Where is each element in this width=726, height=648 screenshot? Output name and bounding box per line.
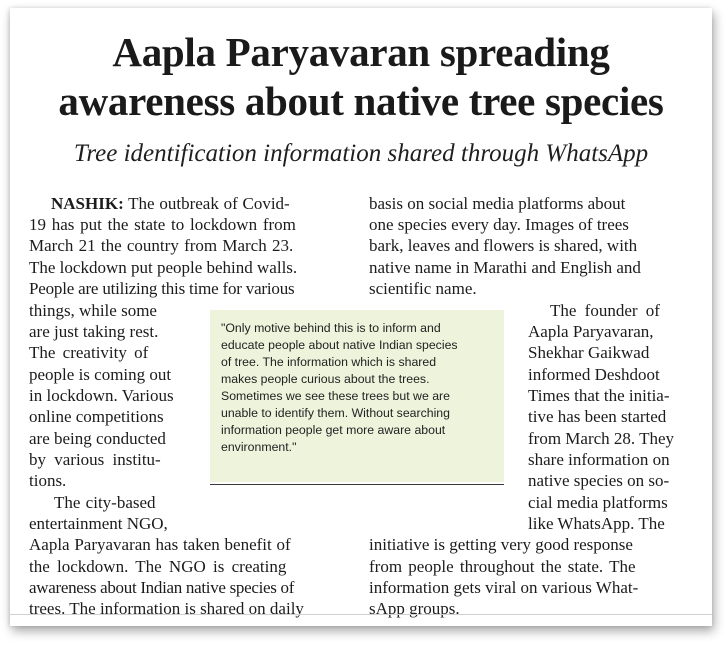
pull-quote-line: information people get more aware about (221, 423, 446, 437)
article-line: one species every day. Images of trees (369, 215, 629, 234)
pull-quote-line: unable to identify them. Without searching (221, 406, 450, 420)
pull-quote-line: environment." (221, 440, 297, 454)
article-line: The lockdown put people behind walls. (29, 258, 298, 277)
article-line: are being conducted (29, 429, 166, 448)
article-line: People are utilizing this time for various (29, 279, 295, 298)
article-line: like WhatsApp. The (528, 514, 665, 533)
article-line: from March 28. They (528, 429, 675, 448)
pull-quote-line: educate people about native Indian species (221, 338, 458, 352)
article-line: from people throughout the state. The (369, 557, 636, 576)
pull-quote-line: of tree. The information which is shared (221, 355, 437, 369)
article-line: initiative is getting very good response (369, 535, 633, 554)
article-line: are just taking rest. (29, 322, 159, 341)
article-line: Shekhar Gaikwad (528, 343, 650, 362)
article-line: awareness about Indian native species of (29, 578, 295, 597)
article-line: people is coming out (29, 365, 172, 384)
article-line: informed Deshdoot (528, 365, 660, 384)
article-line: The creativity of (29, 343, 149, 362)
article-line: NASHIK: The outbreak of Covid- (51, 194, 290, 213)
article-line: the lockdown. The NGO is creating (29, 557, 287, 576)
pull-quote-line: makes people curious about the trees. (221, 372, 430, 386)
article-line: cial media platforms (528, 493, 668, 512)
headline-line-1: Aapla Paryavaran spreading (112, 29, 610, 75)
article-line: by various institu- (29, 450, 161, 469)
dateline: NASHIK: (51, 194, 124, 213)
article-line: scientific name. (369, 279, 477, 298)
article-line: The founder of (550, 301, 660, 320)
pull-quote-rule (210, 484, 504, 485)
article-line: 19 has put the state to lockdown from (29, 215, 296, 234)
pull-quote (210, 310, 504, 482)
article-line: in lockdown. Various (29, 386, 174, 405)
article-line: trees. The information is shared on daily (29, 599, 304, 618)
article-line: The city-based (54, 493, 156, 512)
article-line: March 21 the country from March 23. (29, 236, 294, 255)
article-line: native name in Marathi and English and (369, 258, 641, 277)
article-line: entertainment NGO, (29, 514, 168, 533)
article-line: information gets viral on various What- (369, 578, 639, 597)
pull-quote-line: Sometimes we see these trees but we are (221, 389, 450, 403)
article-line: tions. (29, 471, 67, 490)
article-line: share information on (528, 450, 670, 469)
article-line: bark, leaves and flowers is shared, with (369, 236, 638, 255)
article-line: things, while some (29, 301, 157, 320)
newspaper-clipping (10, 8, 712, 626)
article-line: native species on so- (528, 471, 670, 490)
article-line: basis on social media platforms about (369, 194, 626, 213)
subheadline: Tree identification information shared through WhatsApp (73, 140, 649, 167)
article-line: Aapla Paryavaran, (528, 322, 654, 341)
article-line: online competitions (29, 407, 164, 426)
bottom-divider (10, 614, 712, 615)
article-line: sApp groups. (369, 599, 460, 618)
pull-quote-line: "Only motive behind this is to inform and (221, 321, 441, 335)
headline-line-2: awareness about native tree species (58, 78, 664, 124)
article-line: tive has been started (528, 407, 667, 426)
headline (10, 28, 712, 126)
article-line: Times that the initia- (528, 386, 670, 405)
article-line: Aapla Paryavaran has taken benefit of (29, 535, 291, 554)
